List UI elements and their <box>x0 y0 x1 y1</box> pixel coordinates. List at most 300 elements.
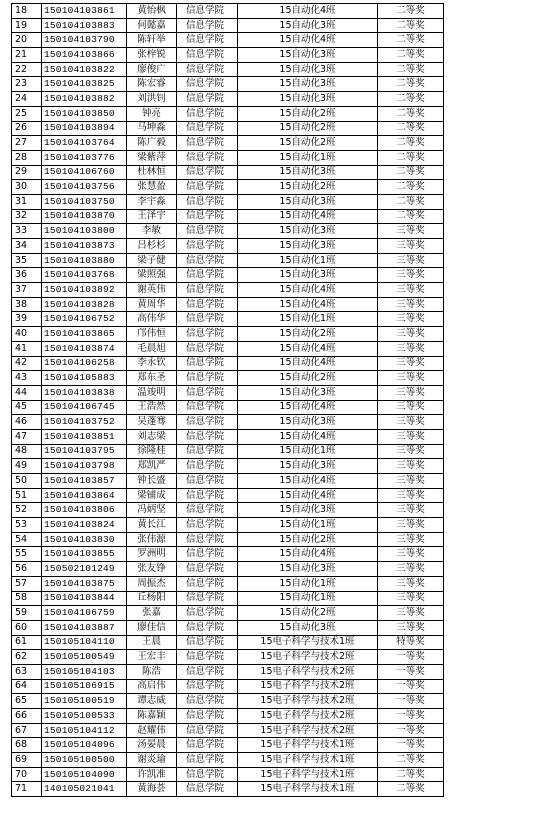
student-id-cell: 150104103870 <box>42 209 127 224</box>
award-cell: 三等奖 <box>378 400 444 415</box>
row-number-cell: 41 <box>12 341 42 356</box>
class-cell: 15电子科学与技术2班 <box>238 723 378 738</box>
table-row <box>12 77 444 92</box>
student-name-cell: 高伟华 <box>127 312 177 327</box>
student-id-cell: 150104103875 <box>42 576 127 591</box>
table-row <box>12 767 444 782</box>
college-cell: 信息学院 <box>177 518 238 533</box>
student-name-cell: 陈嘉颖 <box>127 709 177 724</box>
student-id-cell: 150104103768 <box>42 268 127 283</box>
class-cell: 15电子科学与技术1班 <box>238 767 378 782</box>
table-row <box>12 562 444 577</box>
table-row <box>12 62 444 77</box>
college-cell: 信息学院 <box>177 664 238 679</box>
student-id-cell: 150104103822 <box>42 62 127 77</box>
table-row <box>12 532 444 547</box>
award-cell: 一等奖 <box>378 694 444 709</box>
award-cell: 三等奖 <box>378 474 444 489</box>
student-name-cell: 李宇淼 <box>127 194 177 209</box>
table-row <box>12 106 444 121</box>
class-cell: 15自动化3班 <box>238 415 378 430</box>
award-cell: 二等奖 <box>378 4 444 19</box>
table-row <box>12 268 444 283</box>
row-number-cell: 48 <box>12 444 42 459</box>
student-name-cell: 吴蓬骞 <box>127 415 177 430</box>
award-cell: 三等奖 <box>378 283 444 298</box>
row-number-cell: 59 <box>12 606 42 621</box>
college-cell: 信息学院 <box>177 532 238 547</box>
row-number-cell: 70 <box>12 767 42 782</box>
class-cell: 15自动化4班 <box>238 356 378 371</box>
college-cell: 信息学院 <box>177 297 238 312</box>
class-cell: 15自动化2班 <box>238 121 378 136</box>
college-cell: 信息学院 <box>177 474 238 489</box>
student-name-cell: 谭志威 <box>127 694 177 709</box>
table-row <box>12 576 444 591</box>
college-cell: 信息学院 <box>177 33 238 48</box>
award-cell: 三等奖 <box>378 224 444 239</box>
class-cell: 15自动化4班 <box>238 33 378 48</box>
row-number-cell: 54 <box>12 532 42 547</box>
class-cell: 15电子科学与技术1班 <box>238 738 378 753</box>
student-id-cell: 150104106258 <box>42 356 127 371</box>
award-cell: 二等奖 <box>378 106 444 121</box>
student-id-cell: 150105104110 <box>42 635 127 650</box>
class-cell: 15自动化3班 <box>238 92 378 107</box>
student-id-cell: 150104103874 <box>42 341 127 356</box>
award-cell: 二等奖 <box>378 77 444 92</box>
college-cell: 信息学院 <box>177 150 238 165</box>
table-row <box>12 474 444 489</box>
table-row <box>12 385 444 400</box>
award-cell: 二等奖 <box>378 48 444 63</box>
student-id-cell: 150104103752 <box>42 415 127 430</box>
class-cell: 15自动化4班 <box>238 4 378 19</box>
award-cell: 三等奖 <box>378 532 444 547</box>
class-cell: 15电子科学与技术2班 <box>238 679 378 694</box>
table-row <box>12 136 444 151</box>
college-cell: 信息学院 <box>177 77 238 92</box>
row-number-cell: 50 <box>12 474 42 489</box>
student-id-cell: 150104106760 <box>42 165 127 180</box>
student-name-cell: 何懿嘉 <box>127 18 177 33</box>
row-number-cell: 65 <box>12 694 42 709</box>
table-row <box>12 738 444 753</box>
table-row <box>12 488 444 503</box>
award-cell: 二等奖 <box>378 753 444 768</box>
award-cell: 三等奖 <box>378 385 444 400</box>
student-id-cell: 150105104096 <box>42 738 127 753</box>
row-number-cell: 67 <box>12 723 42 738</box>
student-name-cell: 梁紫萍 <box>127 150 177 165</box>
class-cell: 15电子科学与技术1班 <box>238 782 378 797</box>
student-name-cell: 汤晏晨 <box>127 738 177 753</box>
college-cell: 信息学院 <box>177 694 238 709</box>
student-name-cell: 张伟源 <box>127 532 177 547</box>
college-cell: 信息学院 <box>177 209 238 224</box>
class-cell: 15自动化2班 <box>238 606 378 621</box>
class-cell: 15自动化2班 <box>238 136 378 151</box>
student-id-cell: 150104103830 <box>42 532 127 547</box>
award-cell: 二等奖 <box>378 92 444 107</box>
table-row <box>12 341 444 356</box>
award-cell: 二等奖 <box>378 136 444 151</box>
class-cell: 15自动化4班 <box>238 488 378 503</box>
college-cell: 信息学院 <box>177 738 238 753</box>
class-cell: 15电子科学与技术1班 <box>238 753 378 768</box>
class-cell: 15自动化4班 <box>238 209 378 224</box>
class-cell: 15自动化1班 <box>238 576 378 591</box>
table-row <box>12 165 444 180</box>
award-cell: 特等奖 <box>378 635 444 650</box>
table-row <box>12 679 444 694</box>
college-cell: 信息学院 <box>177 253 238 268</box>
row-number-cell: 36 <box>12 268 42 283</box>
row-number-cell: 23 <box>12 77 42 92</box>
student-id-cell: 150105104090 <box>42 767 127 782</box>
row-number-cell: 31 <box>12 194 42 209</box>
award-cell: 三等奖 <box>378 459 444 474</box>
student-id-cell: 150104103865 <box>42 327 127 342</box>
college-cell: 信息学院 <box>177 709 238 724</box>
award-cell: 三等奖 <box>378 576 444 591</box>
table-row <box>12 444 444 459</box>
student-id-cell: 150104103824 <box>42 518 127 533</box>
table-row <box>12 297 444 312</box>
row-number-cell: 35 <box>12 253 42 268</box>
college-cell: 信息学院 <box>177 429 238 444</box>
student-id-cell: 150104103887 <box>42 620 127 635</box>
college-cell: 信息学院 <box>177 444 238 459</box>
student-id-cell: 150105100500 <box>42 753 127 768</box>
row-number-cell: 69 <box>12 753 42 768</box>
row-number-cell: 25 <box>12 106 42 121</box>
table-row <box>12 371 444 386</box>
college-cell: 信息学院 <box>177 385 238 400</box>
table-row <box>12 694 444 709</box>
award-cell: 二等奖 <box>378 180 444 195</box>
row-number-cell: 49 <box>12 459 42 474</box>
row-number-cell: 27 <box>12 136 42 151</box>
college-cell: 信息学院 <box>177 239 238 254</box>
row-number-cell: 61 <box>12 635 42 650</box>
college-cell: 信息学院 <box>177 782 238 797</box>
student-name-cell: 廖俊广 <box>127 62 177 77</box>
college-cell: 信息学院 <box>177 224 238 239</box>
college-cell: 信息学院 <box>177 356 238 371</box>
award-cell: 三等奖 <box>378 253 444 268</box>
college-cell: 信息学院 <box>177 606 238 621</box>
row-number-cell: 24 <box>12 92 42 107</box>
table-row <box>12 620 444 635</box>
student-id-cell: 150104103798 <box>42 459 127 474</box>
student-name-cell: 张友铮 <box>127 562 177 577</box>
class-cell: 15自动化4班 <box>238 547 378 562</box>
class-cell: 15自动化4班 <box>238 283 378 298</box>
student-id-cell: 140105021041 <box>42 782 127 797</box>
class-cell: 15自动化3班 <box>238 224 378 239</box>
student-id-cell: 150104103776 <box>42 150 127 165</box>
award-cell: 二等奖 <box>378 209 444 224</box>
student-name-cell: 黄海荟 <box>127 782 177 797</box>
student-id-cell: 150105100549 <box>42 650 127 665</box>
class-cell: 15自动化1班 <box>238 253 378 268</box>
award-cell: 二等奖 <box>378 150 444 165</box>
student-id-cell: 150104103855 <box>42 547 127 562</box>
row-number-cell: 18 <box>12 4 42 19</box>
award-cell: 三等奖 <box>378 547 444 562</box>
table-row <box>12 664 444 679</box>
student-name-cell: 刘洪钊 <box>127 92 177 107</box>
table-row <box>12 253 444 268</box>
award-cell: 三等奖 <box>378 620 444 635</box>
award-cell: 一等奖 <box>378 709 444 724</box>
class-cell: 15自动化4班 <box>238 429 378 444</box>
student-id-cell: 150104103756 <box>42 180 127 195</box>
row-number-cell: 60 <box>12 620 42 635</box>
row-number-cell: 66 <box>12 709 42 724</box>
college-cell: 信息学院 <box>177 268 238 283</box>
row-number-cell: 26 <box>12 121 42 136</box>
class-cell: 15自动化1班 <box>238 518 378 533</box>
student-name-cell: 郑凯严 <box>127 459 177 474</box>
award-cell: 三等奖 <box>378 606 444 621</box>
row-number-cell: 30 <box>12 180 42 195</box>
award-cell: 三等奖 <box>378 312 444 327</box>
student-name-cell: 高启伟 <box>127 679 177 694</box>
student-id-cell: 150105106915 <box>42 679 127 694</box>
class-cell: 15自动化3班 <box>238 503 378 518</box>
table-row <box>12 327 444 342</box>
student-name-cell: 王晨 <box>127 635 177 650</box>
college-cell: 信息学院 <box>177 165 238 180</box>
row-number-cell: 22 <box>12 62 42 77</box>
row-number-cell: 21 <box>12 48 42 63</box>
student-id-cell: 150105104112 <box>42 723 127 738</box>
award-cell: 二等奖 <box>378 767 444 782</box>
row-number-cell: 37 <box>12 283 42 298</box>
row-number-cell: 51 <box>12 488 42 503</box>
class-cell: 15自动化2班 <box>238 532 378 547</box>
student-id-cell: 150104103750 <box>42 194 127 209</box>
college-cell: 信息学院 <box>177 679 238 694</box>
table-row <box>12 753 444 768</box>
class-cell: 15自动化3班 <box>238 194 378 209</box>
student-id-cell: 150104103790 <box>42 33 127 48</box>
college-cell: 信息学院 <box>177 92 238 107</box>
student-name-cell: 邝伟恒 <box>127 327 177 342</box>
student-name-cell: 黄长江 <box>127 518 177 533</box>
student-name-cell: 王泽宇 <box>127 209 177 224</box>
student-id-cell: 150104103864 <box>42 488 127 503</box>
college-cell: 信息学院 <box>177 121 238 136</box>
student-name-cell: 陈广毅 <box>127 136 177 151</box>
student-id-cell: 150104103892 <box>42 283 127 298</box>
student-id-cell: 150104103883 <box>42 18 127 33</box>
award-cell: 三等奖 <box>378 327 444 342</box>
college-cell: 信息学院 <box>177 415 238 430</box>
college-cell: 信息学院 <box>177 591 238 606</box>
table-row <box>12 283 444 298</box>
student-id-cell: 150104103857 <box>42 474 127 489</box>
student-name-cell: 王宏丰 <box>127 650 177 665</box>
student-name-cell: 陈宏睿 <box>127 77 177 92</box>
table-row <box>12 606 444 621</box>
student-name-cell: 陈浩 <box>127 664 177 679</box>
student-name-cell: 谢炎瑜 <box>127 753 177 768</box>
class-cell: 15自动化3班 <box>238 18 378 33</box>
student-id-cell: 150104103880 <box>42 253 127 268</box>
row-number-cell: 52 <box>12 503 42 518</box>
award-cell: 一等奖 <box>378 679 444 694</box>
row-number-cell: 38 <box>12 297 42 312</box>
student-name-cell: 周振杰 <box>127 576 177 591</box>
award-cell: 二等奖 <box>378 33 444 48</box>
college-cell: 信息学院 <box>177 562 238 577</box>
class-cell: 15自动化3班 <box>238 165 378 180</box>
class-cell: 15自动化1班 <box>238 591 378 606</box>
award-cell: 三等奖 <box>378 518 444 533</box>
student-id-cell: 150104103806 <box>42 503 127 518</box>
student-name-cell: 徐隆桂 <box>127 444 177 459</box>
award-cell: 二等奖 <box>378 194 444 209</box>
college-cell: 信息学院 <box>177 48 238 63</box>
table-row <box>12 415 444 430</box>
student-id-cell: 150104103795 <box>42 444 127 459</box>
college-cell: 信息学院 <box>177 62 238 77</box>
student-name-cell: 张嘉 <box>127 606 177 621</box>
college-cell: 信息学院 <box>177 194 238 209</box>
class-cell: 15自动化3班 <box>238 62 378 77</box>
student-name-cell: 钟亮 <box>127 106 177 121</box>
row-number-cell: 20 <box>12 33 42 48</box>
row-number-cell: 32 <box>12 209 42 224</box>
student-name-cell: 吕杉杉 <box>127 239 177 254</box>
class-cell: 15自动化3班 <box>238 385 378 400</box>
table-row <box>12 429 444 444</box>
table-row <box>12 400 444 415</box>
class-cell: 15电子科学与技术2班 <box>238 709 378 724</box>
student-name-cell: 刘志梁 <box>127 429 177 444</box>
class-cell: 15自动化2班 <box>238 180 378 195</box>
student-name-cell: 梁铺成 <box>127 488 177 503</box>
class-cell: 15自动化3班 <box>238 48 378 63</box>
row-number-cell: 71 <box>12 782 42 797</box>
table-row <box>12 547 444 562</box>
table-row <box>12 150 444 165</box>
award-cell: 三等奖 <box>378 239 444 254</box>
student-id-cell: 150104103882 <box>42 92 127 107</box>
award-cell: 三等奖 <box>378 341 444 356</box>
class-cell: 15自动化2班 <box>238 371 378 386</box>
class-cell: 15自动化3班 <box>238 239 378 254</box>
award-cell: 二等奖 <box>378 165 444 180</box>
class-cell: 15自动化1班 <box>238 444 378 459</box>
award-cell: 一等奖 <box>378 664 444 679</box>
student-name-cell: 黄周华 <box>127 297 177 312</box>
table-row <box>12 239 444 254</box>
class-cell: 15自动化3班 <box>238 268 378 283</box>
college-cell: 信息学院 <box>177 503 238 518</box>
row-number-cell: 33 <box>12 224 42 239</box>
student-id-cell: 150104106752 <box>42 312 127 327</box>
student-name-cell: 梁子健 <box>127 253 177 268</box>
student-name-cell: 赵耀伟 <box>127 723 177 738</box>
college-cell: 信息学院 <box>177 106 238 121</box>
college-cell: 信息学院 <box>177 547 238 562</box>
student-name-cell: 黄怡枫 <box>127 4 177 19</box>
row-number-cell: 44 <box>12 385 42 400</box>
class-cell: 15自动化3班 <box>238 620 378 635</box>
student-name-cell: 陈轩举 <box>127 33 177 48</box>
student-id-cell: 150105104103 <box>42 664 127 679</box>
student-id-cell: 150104103800 <box>42 224 127 239</box>
college-cell: 信息学院 <box>177 4 238 19</box>
student-id-cell: 150104103844 <box>42 591 127 606</box>
award-cell: 一等奖 <box>378 650 444 665</box>
table-body <box>12 4 444 797</box>
student-name-cell: 马坤淼 <box>127 121 177 136</box>
table-row <box>12 635 444 650</box>
award-cell: 三等奖 <box>378 268 444 283</box>
college-cell: 信息学院 <box>177 620 238 635</box>
college-cell: 信息学院 <box>177 459 238 474</box>
student-name-cell: 郑东圣 <box>127 371 177 386</box>
table-row <box>12 782 444 797</box>
student-name-cell: 钟长盛 <box>127 474 177 489</box>
class-cell: 15电子科学与技术2班 <box>238 650 378 665</box>
class-cell: 15自动化4班 <box>238 474 378 489</box>
row-number-cell: 47 <box>12 429 42 444</box>
class-cell: 15自动化3班 <box>238 77 378 92</box>
class-cell: 15自动化4班 <box>238 297 378 312</box>
row-number-cell: 53 <box>12 518 42 533</box>
award-cell: 三等奖 <box>378 429 444 444</box>
row-number-cell: 19 <box>12 18 42 33</box>
table-row <box>12 48 444 63</box>
college-cell: 信息学院 <box>177 488 238 503</box>
row-number-cell: 68 <box>12 738 42 753</box>
table-row <box>12 650 444 665</box>
table-row <box>12 518 444 533</box>
table-row <box>12 709 444 724</box>
class-cell: 15自动化4班 <box>238 341 378 356</box>
row-number-cell: 43 <box>12 371 42 386</box>
table-row <box>12 4 444 19</box>
college-cell: 信息学院 <box>177 180 238 195</box>
row-number-cell: 56 <box>12 562 42 577</box>
row-number-cell: 45 <box>12 400 42 415</box>
row-number-cell: 40 <box>12 327 42 342</box>
table-row <box>12 503 444 518</box>
college-cell: 信息学院 <box>177 723 238 738</box>
student-id-cell: 150104103873 <box>42 239 127 254</box>
class-cell: 15电子科学与技术2班 <box>238 694 378 709</box>
row-number-cell: 62 <box>12 650 42 665</box>
award-cell: 三等奖 <box>378 503 444 518</box>
student-id-cell: 150104103894 <box>42 121 127 136</box>
award-list-table <box>11 3 444 797</box>
table-row <box>12 33 444 48</box>
row-number-cell: 63 <box>12 664 42 679</box>
table-row <box>12 591 444 606</box>
row-number-cell: 46 <box>12 415 42 430</box>
college-cell: 信息学院 <box>177 650 238 665</box>
college-cell: 信息学院 <box>177 136 238 151</box>
student-id-cell: 150104106745 <box>42 400 127 415</box>
college-cell: 信息学院 <box>177 283 238 298</box>
student-name-cell: 李永钦 <box>127 356 177 371</box>
